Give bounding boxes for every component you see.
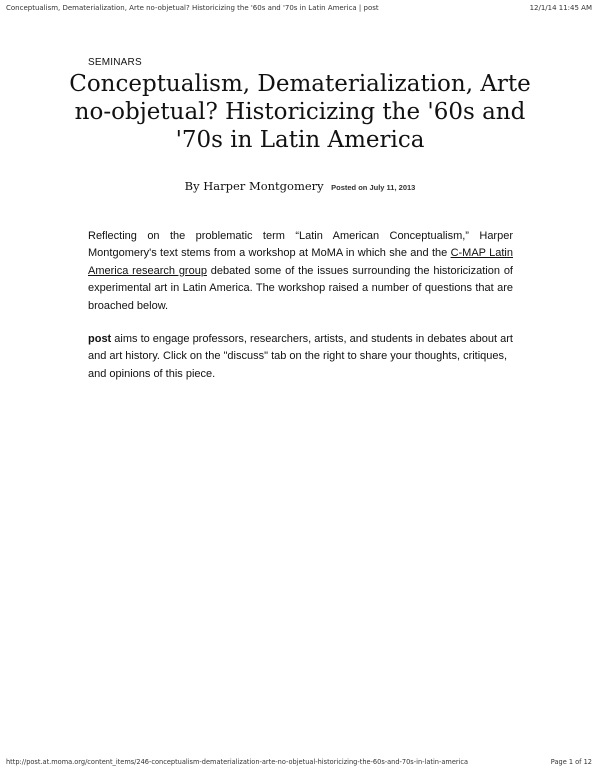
section-label: SEMINARS (88, 57, 142, 68)
print-footer (0, 758, 600, 770)
byline (0, 177, 600, 195)
print-header-datetime: 12/1/14 11:45 AM (529, 4, 592, 12)
print-header (0, 4, 600, 18)
byline-author: By Harper Montgomery (184, 179, 324, 193)
print-footer-url: http://post.at.moma.org/content_items/246-conceptualism-dematerialization-arte-no-objetual-historicizing-the-60s-and-70s-in-latin-america (6, 758, 469, 766)
print-footer-page-number: Page 1 of 12 (550, 758, 592, 766)
cmap-research-group-link[interactable]: C-MAP Latin America research group (88, 247, 513, 277)
byline-posted-date: Posted on July 11, 2013 (331, 183, 416, 192)
print-header-title: Conceptualism, Dematerialization, Arte no-objetual? Historicizing the '60s and '70s in Latin America | post (6, 4, 379, 12)
intro-text-before-link: Reflecting on the problematic term “Latin American Conceptualism,” Harper Montgomery's text stems from a workshop at MoMA in which she and the (88, 230, 513, 260)
post-description-text: aims to engage professors, researchers, artists, and students in debates about art and art history. Click on the "discuss" tab on the right to share your thoughts, critiques, and opinions of this piece. (88, 333, 513, 380)
intro-text-after-link: debated some of the issues surrounding the historicization of experimental art in Latin America. The workshop raised a number of questions that are broached below. (88, 264, 513, 312)
intro-paragraph (88, 228, 513, 315)
post-description-paragraph (88, 331, 513, 383)
article-title: Conceptualism, Dematerialization, Arte no-objetual? Historicizing the '60s and '70s in Latin America (69, 71, 531, 153)
post-bold-lead: post (88, 333, 112, 345)
